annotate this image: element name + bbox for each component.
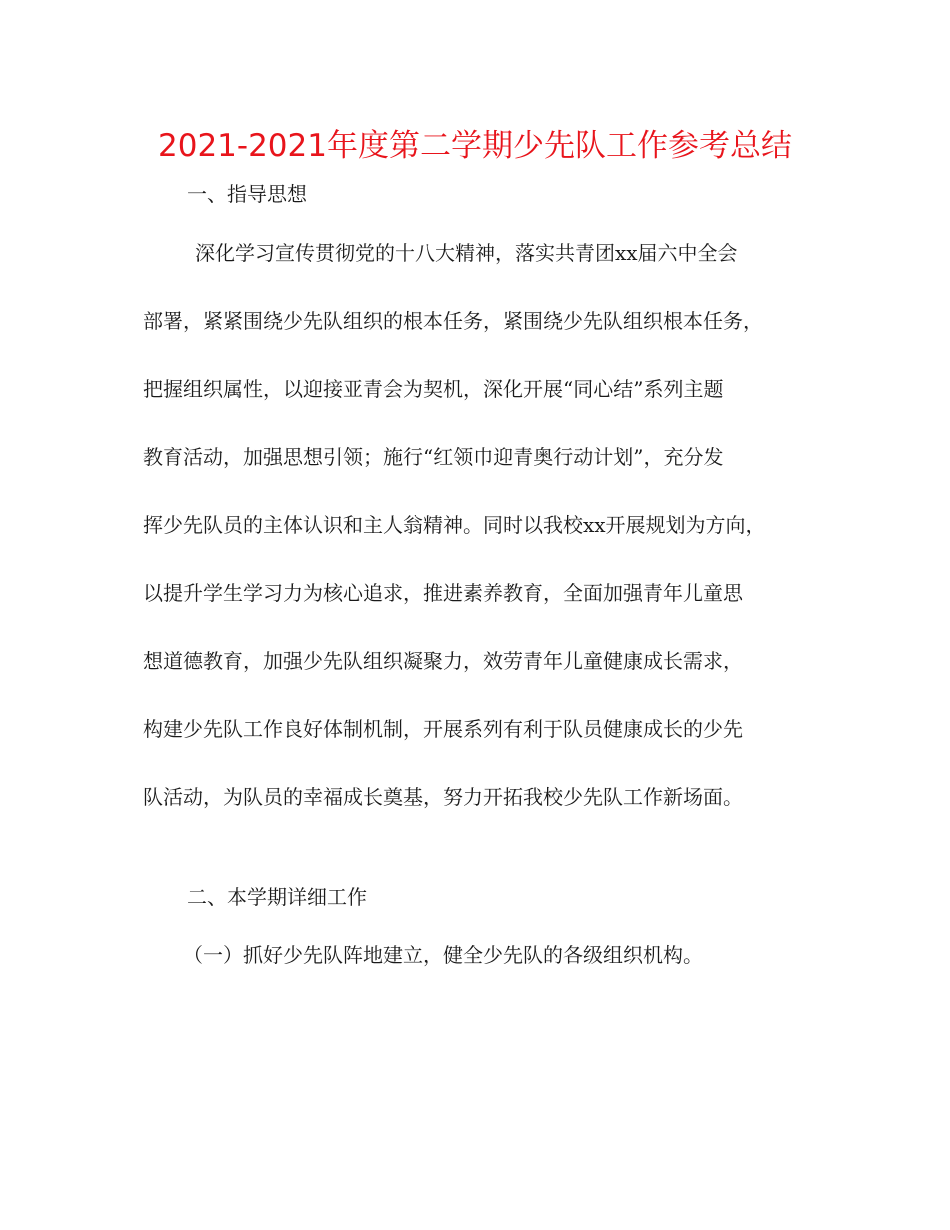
paragraph-line: 挥少先队员的主体认识和主人翁精神。同时以我校xx开展规划为方向， bbox=[143, 513, 766, 537]
paragraph-line: 队活动，为队员的幸福成长奠基，努力开拓我校少先队工作新场面。 bbox=[143, 785, 743, 809]
section-heading-guiding-ideology: 一、指导思想 bbox=[187, 182, 307, 206]
section1-paragraph bbox=[143, 239, 813, 851]
paragraph-line: 教育活动，加强思想引领；施行“红领巾迎青奥行动计划”，充分发 bbox=[143, 445, 724, 469]
paragraph-line: 部署，紧紧围绕少先队组织的根本任务，紧围绕少先队组织根本任务， bbox=[143, 309, 763, 333]
paragraph-line: 把握组织属性，以迎接亚青会为契机，深化开展“同心结”系列主题 bbox=[143, 377, 724, 401]
paragraph-line: 构建少先队工作良好体制机制，开展系列有利于队员健康成长的少先 bbox=[143, 717, 743, 741]
section-heading-semester-work: 二、本学期详细工作 bbox=[187, 885, 367, 909]
paragraph-line: 深化学习宣传贯彻党的十八大精神，落实共青团xx届六中全会 bbox=[195, 241, 738, 265]
section2-item-1: （一）抓好少先队阵地建立，健全少先队的各级组织机构。 bbox=[183, 943, 703, 967]
document-title: 2021-2021年度第二学期少先队工作参考总结 bbox=[158, 128, 792, 164]
paragraph-line: 想道德教育，加强少先队组织凝聚力，效劳青年儿童健康成长需求， bbox=[143, 649, 743, 673]
paragraph-line: 以提升学生学习力为核心追求，推进素养教育，全面加强青年儿童思 bbox=[143, 581, 743, 605]
